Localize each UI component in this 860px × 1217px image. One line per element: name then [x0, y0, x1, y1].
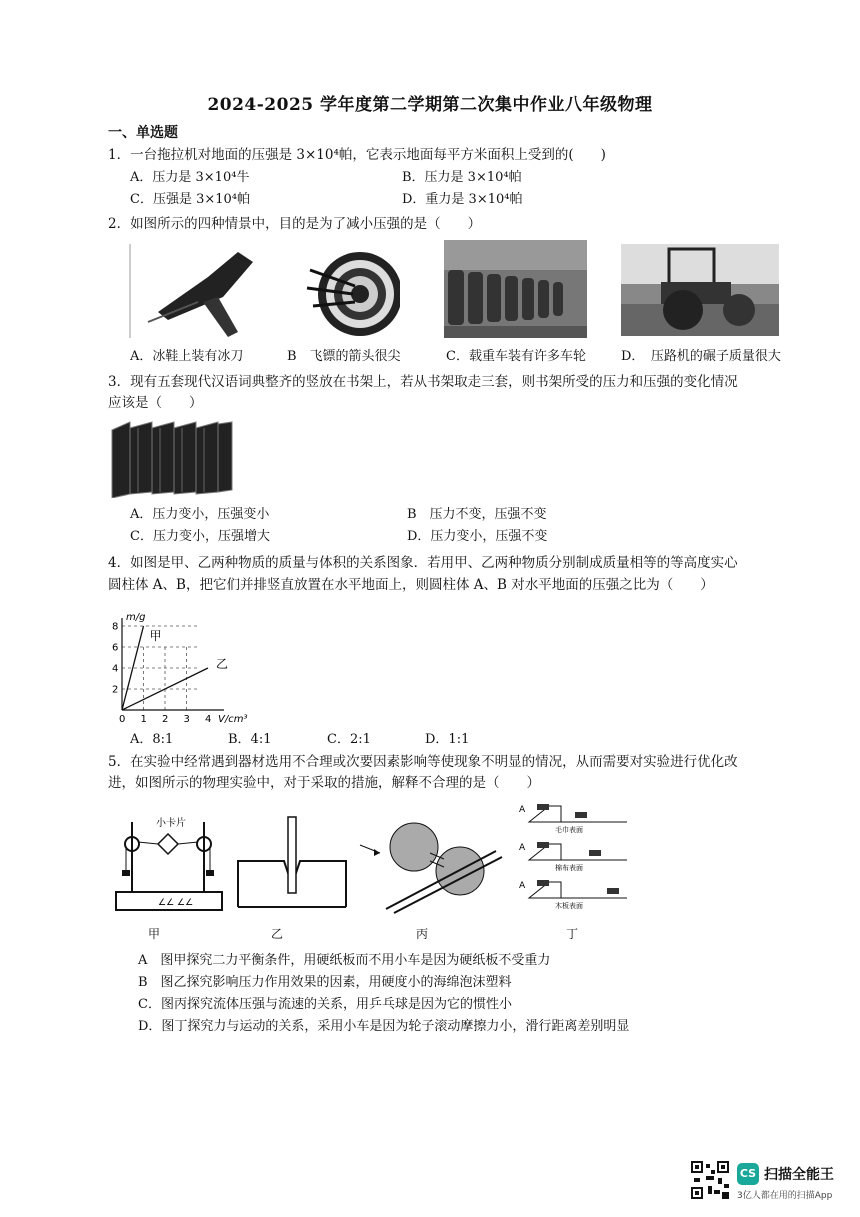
- q5-option-d: D．图丁探究力与运动的关系，采用小车是因为轮子滚动摩擦力小，滑行距离差别明显: [138, 1019, 630, 1034]
- app-name: 扫描全能王: [764, 1167, 834, 1183]
- figure-bing-ping-pong: [356, 815, 506, 915]
- svg-text:∠∠ ∠∠: ∠∠ ∠∠: [158, 898, 194, 908]
- figure-jia-card-balance: [108, 808, 228, 920]
- q2-option-c: C．载重车装有许多车轮: [446, 349, 586, 364]
- q2-option-a: A．冰鞋上装有冰刀: [130, 349, 244, 364]
- surface-label-wood: 木板表面: [555, 902, 583, 910]
- q1-option-b: B．压力是 3×10⁴帕: [402, 170, 522, 185]
- x-tick-label: 4: [205, 714, 212, 725]
- q5-option-a: A 图甲探究二力平衡条件，用硬纸板而不用小车是因为硬纸板不受重力: [138, 953, 551, 968]
- surface-label-cotton: 棉布表面: [555, 864, 583, 872]
- q3-stem-line1: 3．现有五套现代汉语词典整齐的竖放在书架上，若从书架取走三套，则书架所受的压力和压强的变化情况: [108, 374, 738, 390]
- q1-option-a: A．压力是 3×10⁴牛: [130, 170, 250, 185]
- ramp-label-3: A: [519, 881, 526, 891]
- q4-stem-line1: 4．如图是甲、乙两种物质的质量与体积的关系图象．若用甲、乙两种物质分别制成质量相等的等高度实心: [108, 555, 738, 571]
- q2-stem: 2．如图所示的四种情景中，目的是为了减小压强的是（ ）: [108, 216, 482, 232]
- y-tick-label: 6: [112, 642, 119, 654]
- q3-option-a: A．压力变小，压强变小: [130, 507, 270, 522]
- heavy-truck-image: [444, 240, 587, 338]
- x-tick-label: 2: [162, 714, 169, 725]
- q4-option-b: B．4:1: [228, 732, 272, 747]
- dictionaries-image: [108, 418, 236, 498]
- q2-option-b: B 飞镖的箭头很尖: [287, 349, 401, 364]
- surface-label-towel: 毛巾表面: [555, 826, 583, 834]
- y-axis-label: m/g: [126, 612, 146, 623]
- y-tick-label: 2: [112, 684, 119, 696]
- ice-skate-image: [128, 242, 268, 340]
- figure-ding-ramp-surfaces: [515, 798, 635, 916]
- section-heading: 一、单选题: [108, 125, 178, 141]
- x-tick-label: 3: [183, 714, 190, 725]
- fig-label-jia: 甲: [148, 927, 161, 941]
- series-label-1: 乙: [216, 657, 229, 671]
- fig-label-bing: 丙: [416, 927, 429, 941]
- figure-yi-foam-press: [232, 815, 352, 915]
- fig-label-ding: 丁: [566, 927, 579, 941]
- q5-option-c: C．图丙探究流体压强与流速的关系，用乒乓球是因为它的惯性小: [138, 997, 512, 1012]
- qr-code-icon: [690, 1160, 730, 1200]
- q3-option-b: B 压力不变，压强不变: [407, 507, 547, 522]
- fig-label-yi: 乙: [271, 927, 284, 941]
- x-tick-label: 0: [119, 714, 126, 725]
- x-tick-label: 1: [140, 714, 147, 725]
- q4-option-c: C．2:1: [327, 732, 371, 747]
- chart-series: [122, 626, 228, 710]
- q3-stem-line2: 应该是（ ）: [108, 395, 203, 411]
- q3-option-d: D．压力变小，压强不变: [407, 529, 548, 544]
- x-axis-label: V/cm³: [218, 714, 248, 725]
- ramp-label-1: A: [519, 805, 526, 815]
- q1-option-c: C．压强是 3×10⁴帕: [130, 192, 250, 207]
- mass-volume-chart: [108, 598, 268, 726]
- dartboard-image: [305, 248, 400, 340]
- q4-option-a: A．8:1: [130, 732, 174, 747]
- series-label-0: 甲: [149, 629, 162, 643]
- page-title: 2024-2025 学年度第二学期第二次集中作业八年级物理: [207, 95, 653, 115]
- q4-option-d: D．1:1: [425, 732, 470, 747]
- road-roller-image: [621, 244, 779, 336]
- q5-stem-line2: 进，如图所示的物理实验中，对于采取的措施，解释不合理的是（ ）: [108, 775, 540, 791]
- q4-stem-line2: 圆柱体 A、B，把它们并排竖直放置在水平地面上，则圆柱体 A、B 对水平地面的压强之比为（ ）: [108, 577, 714, 593]
- q5-option-b: B 图乙探究影响压力作用效果的因素，用硬度小的海绵泡沫塑料: [138, 975, 512, 990]
- q2-option-d: D． 压路机的碾子质量很大: [621, 349, 781, 364]
- q5-stem-line1: 5．在实验中经常遇到器材选用不合理或次要因素影响等使现象不明显的情况，从而需要对实验进行优化改: [108, 754, 738, 770]
- y-tick-label: 4: [112, 663, 119, 675]
- ramp-label-2: A: [519, 843, 526, 853]
- app-logo-icon: CS: [737, 1163, 759, 1185]
- q1-option-d: D．重力是 3×10⁴帕: [402, 192, 523, 207]
- app-tagline: 3亿人都在用的扫描App: [737, 1191, 833, 1201]
- q3-option-c: C．压力变小，压强增大: [130, 529, 270, 544]
- small-card-label: 小卡片: [156, 818, 186, 829]
- q1-stem: 1．一台拖拉机对地面的压强是 3×10⁴帕，它表示地面每平方米面积上受到的( ): [108, 147, 606, 163]
- y-tick-label: 8: [112, 621, 119, 633]
